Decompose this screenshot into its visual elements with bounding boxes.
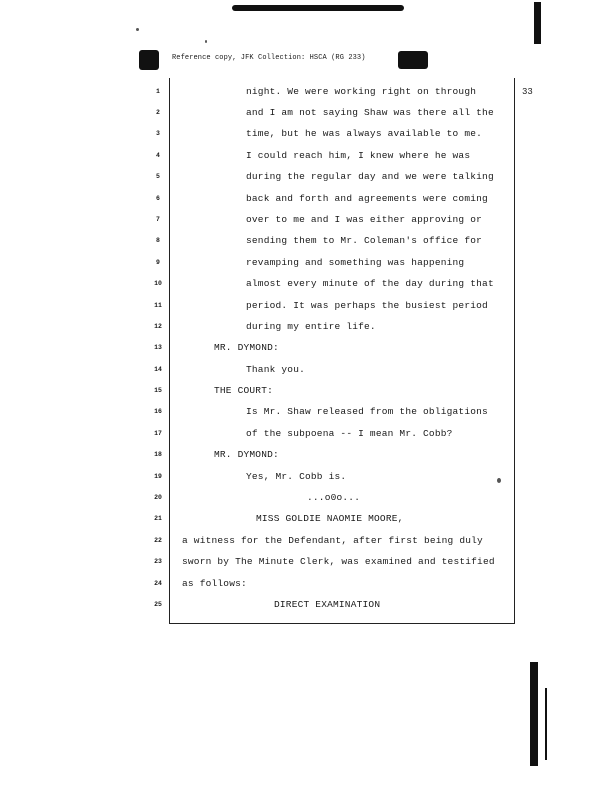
- line-number: 10: [154, 280, 162, 287]
- right-top-scan-bar: [534, 2, 541, 44]
- right-bottom-scan-bar: [530, 662, 538, 766]
- line-number: 5: [156, 173, 160, 180]
- speaker-label: MR. DYMOND:: [214, 342, 279, 353]
- testimony-line: a witness for the Defendant, after first being duly: [182, 535, 483, 546]
- speaker-label: THE COURT:: [214, 385, 274, 396]
- line-number: 9: [156, 259, 160, 266]
- testimony-line: over to me and I was either approving or: [246, 214, 483, 225]
- line-number: 25: [154, 601, 162, 608]
- testimony-line: Yes, Mr. Cobb is.: [246, 471, 347, 482]
- line-number: 21: [154, 515, 162, 522]
- top-scan-smudge: [232, 5, 404, 11]
- section-separator: ...o0o...: [307, 492, 361, 503]
- line-number: 8: [156, 237, 160, 244]
- testimony-line: Is Mr. Shaw released from the obligations: [246, 406, 488, 417]
- line-number: 19: [154, 473, 162, 480]
- scan-speck: [205, 40, 207, 43]
- line-number: 22: [154, 537, 162, 544]
- line-number: 2: [156, 109, 160, 116]
- line-number: 11: [154, 302, 162, 309]
- line-number: 15: [154, 387, 162, 394]
- testimony-line: of the subpoena -- I mean Mr. Cobb?: [246, 428, 453, 439]
- testimony-line: time, but he was always available to me.: [246, 128, 483, 139]
- line-number: 24: [154, 580, 162, 587]
- testimony-line: I could reach him, I knew where he was: [246, 150, 471, 161]
- scan-speck: [136, 28, 139, 31]
- line-number: 6: [156, 195, 160, 202]
- right-bottom-scan-line: [545, 688, 547, 760]
- page-number: 33: [522, 87, 533, 97]
- section-heading: DIRECT EXAMINATION: [274, 599, 381, 610]
- speaker-label: MR. DYMOND:: [214, 449, 279, 460]
- testimony-line: revamping and something was happening: [246, 257, 465, 268]
- header-stamp-blot: [398, 51, 428, 69]
- line-number: 13: [154, 344, 162, 351]
- line-number: 18: [154, 451, 162, 458]
- testimony-line: sworn by The Minute Clerk, was examined and testified: [182, 556, 495, 567]
- line-number: 14: [154, 366, 162, 373]
- line-number: 1: [156, 88, 160, 95]
- line-number: 12: [154, 323, 162, 330]
- witness-name: MISS GOLDIE NAOMIE MOORE,: [256, 513, 404, 524]
- left-header-scan-blot: [139, 50, 159, 70]
- testimony-line: period. It was perhaps the busiest period: [246, 300, 488, 311]
- testimony-line: almost every minute of the day during that: [246, 278, 494, 289]
- testimony-line: during the regular day and we were talking: [246, 171, 494, 182]
- testimony-line: Thank you.: [246, 364, 306, 375]
- testimony-line: night. We were working right on through: [246, 86, 477, 97]
- testimony-line: back and forth and agreements were coming: [246, 193, 488, 204]
- line-number: 17: [154, 430, 162, 437]
- line-number: 4: [156, 152, 160, 159]
- reference-copy-header: Reference copy, JFK Collection: HSCA (RG 233): [172, 54, 366, 62]
- testimony-line: and I am not saying Shaw was there all the: [246, 107, 494, 118]
- line-number: 20: [154, 494, 162, 501]
- line-number: 23: [154, 558, 162, 565]
- line-number: 7: [156, 216, 160, 223]
- testimony-line: sending them to Mr. Coleman's office for: [246, 235, 483, 246]
- line-number: 3: [156, 130, 160, 137]
- testimony-line: as follows:: [182, 578, 247, 589]
- testimony-line: during my entire life.: [246, 321, 376, 332]
- line-number: 16: [154, 408, 162, 415]
